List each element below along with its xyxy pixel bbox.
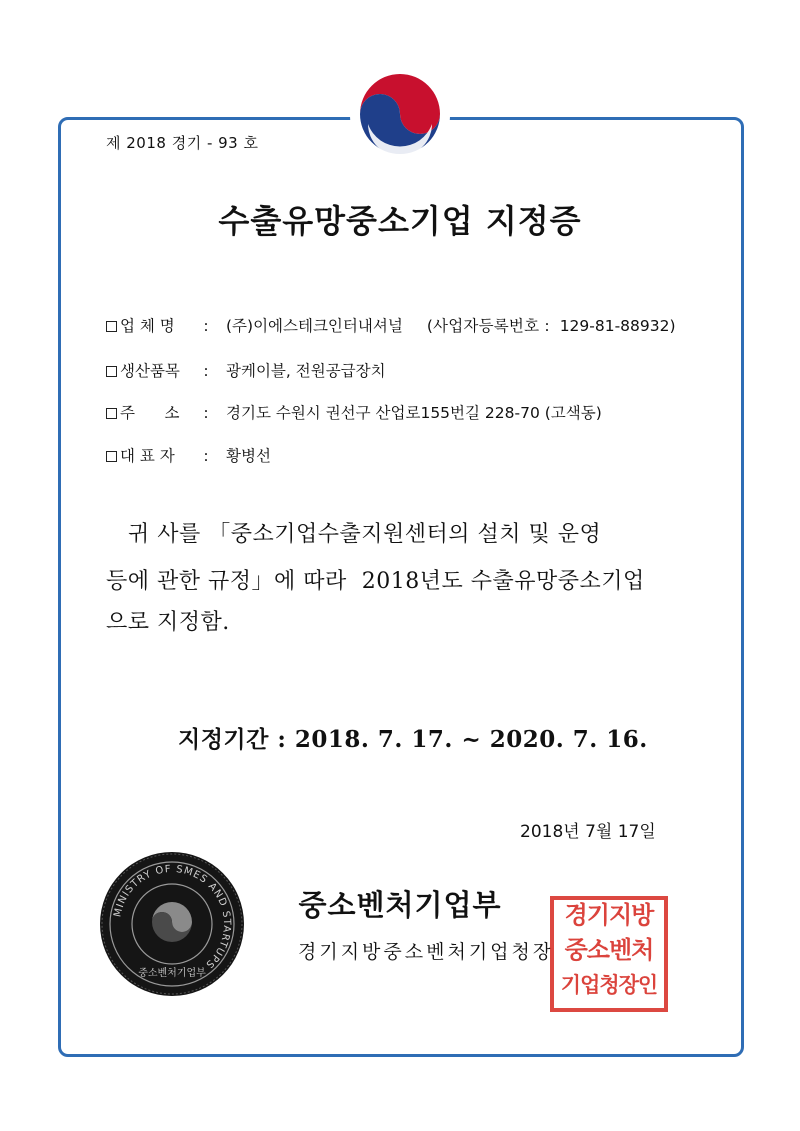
checkbox-icon [106, 408, 117, 419]
body-line-2: 등에 관한 규정」에 따라 2018년도 수출유망중소기업 [106, 569, 645, 594]
field-representative [106, 444, 271, 466]
checkbox-icon [106, 366, 117, 377]
registration-label: (사업자등록번호 : [426, 317, 550, 335]
field-company [106, 314, 676, 336]
government-emblem-icon [350, 66, 450, 166]
representative-label: 대 표 자 [120, 447, 175, 465]
issuing-office: 경기지방중소벤처기업청장 [298, 941, 555, 963]
designation-period: 지정기간 : 2018. 7. 17. ~ 2020. 7. 16. [178, 726, 648, 753]
seal-line-1: 경기지방 [564, 900, 654, 929]
seal-line-2: 중소벤처 [564, 935, 654, 964]
address-value: 경기도 수원시 권선구 산업로155번길 228-70 (고색동) [226, 404, 602, 422]
colon: : [203, 362, 209, 380]
svg-text:중소벤처기업부: 중소벤처기업부 [138, 968, 206, 979]
checkbox-icon [106, 321, 117, 332]
product-label: 생산품목 [120, 362, 180, 380]
svg-text:MINISTRY OF SMES AND STARTUPS: MINISTRY OF SMES AND STARTUPS [112, 863, 233, 971]
colon: : [203, 404, 209, 422]
body-line-3: 으로 지정함. [106, 610, 230, 635]
colon: : [203, 447, 209, 465]
certificate-title: 수출유망중소기업 지정증 [218, 202, 582, 240]
body-line-1: 귀 사를 「중소기업수출지원센터의 설치 및 운영 [128, 522, 602, 547]
office-seal-text [551, 897, 667, 1002]
representative-value: 황병선 [226, 447, 271, 465]
ministry-seal-icon [98, 850, 246, 998]
field-product [106, 359, 386, 381]
document-number: 제 2018 경기 - 93 호 [106, 134, 259, 152]
colon: : [203, 317, 209, 335]
field-address [106, 401, 602, 423]
checkbox-icon [106, 451, 117, 462]
seal-line-3: 기업청장인 [560, 972, 658, 997]
issue-date: 2018년 7월 17일 [520, 822, 656, 842]
issuing-ministry: 중소벤처기업부 [298, 888, 502, 922]
company-value: (주)이에스테크인터내셔널 [226, 317, 403, 335]
company-label: 업 체 명 [120, 317, 175, 335]
address-label: 주 소 [120, 404, 180, 422]
product-value: 광케이블, 전원공급장치 [226, 362, 386, 380]
registration-value: 129-81-88932) [559, 317, 676, 335]
